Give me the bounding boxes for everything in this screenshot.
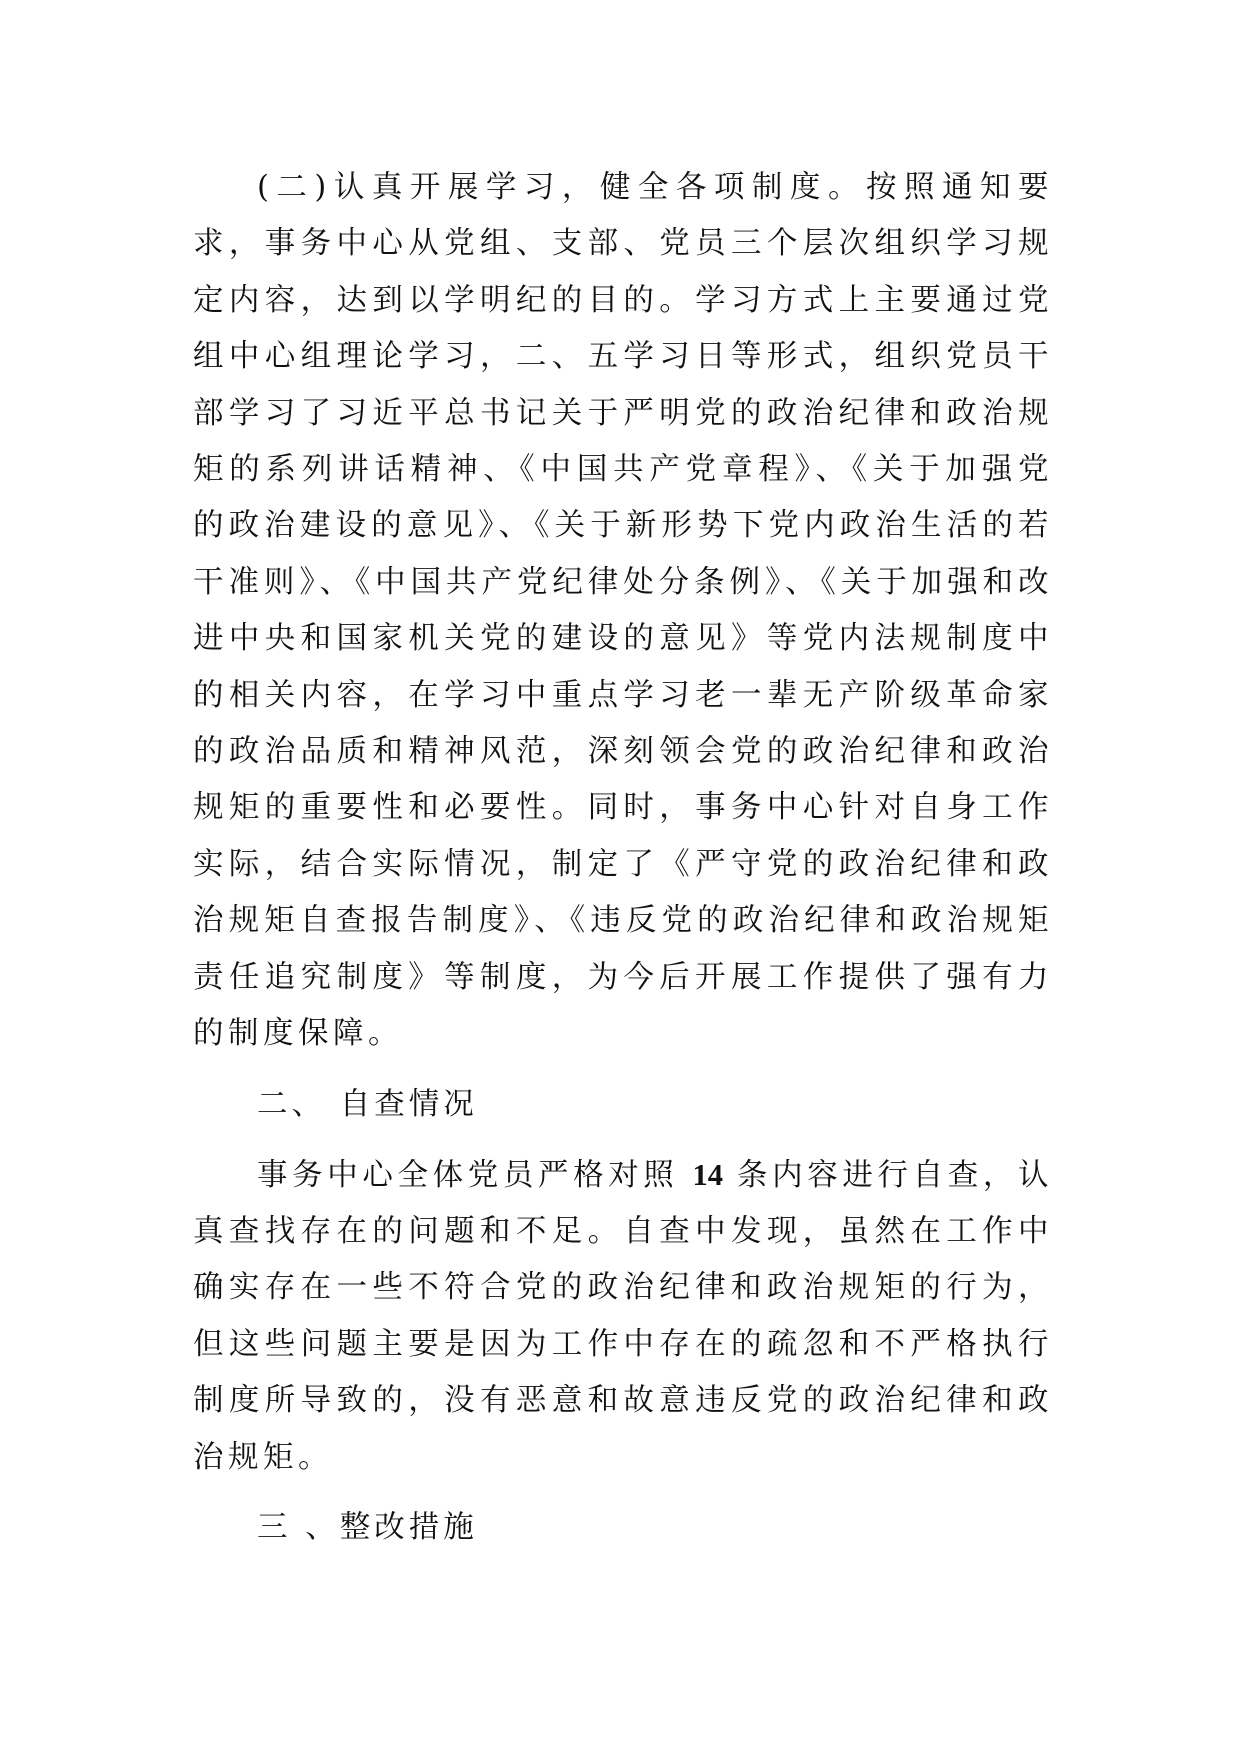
section-heading-self-check: 二、 自查情况 (257, 1086, 478, 1122)
section-heading-rectification: 三 、整改措施 (257, 1509, 478, 1545)
document-body (193, 160, 1053, 1570)
item-count: 14 (692, 1157, 723, 1192)
study-paragraph: (二)认真开展学习，健全各项制度。按照通知要求，事务中心从党组、支部、党员三个层次组织学习规定内容，达到以学明纪的目的。学习方式上主要通过党组中心组理论学习，二、五学习日等形式，组织党员干部学习了习近平总书记关于严明党的政治纪律和政治规矩的系列讲话精神、《中国共产党章程》、《关于加强党的政治建设的意见》、《关于新形势下党内政治生活的若干准则》、《中国共产党纪律处分条例》、《关于加强和改进中央和国家机关党的建设的意见》等党内法规制度中的相关内容，在学习中重点学习老一辈无产阶级革命家的政治品质和精神风范，深刻领会党的政治纪律和政治规矩的重要性和必要性。同时，事务中心针对自身工作实际，结合实际情况，制定了《严守党的政治纪律和政治规矩自查报告制度》、《违反党的政治纪律和政治规矩责任追究制度》等制度，为今后开展工作提供了强有力的制度保障。 (193, 170, 1053, 1052)
self-check-text-rest: 条内容进行自查，认真查找存在的问题和不足。自查中发现，虽然在工作中确实存在一些不符合党的政治纪律和政治规矩的行为，但这些问题主要是因为工作中存在的疏忽和不严格执行制度所导致的，没有恶意和故意违反党的政治纪律和政治规矩。 (193, 1157, 1054, 1475)
self-check-paragraph (193, 1147, 1053, 1486)
self-check-text-prefix: 事务中心全体党员严格对照 (257, 1157, 679, 1193)
